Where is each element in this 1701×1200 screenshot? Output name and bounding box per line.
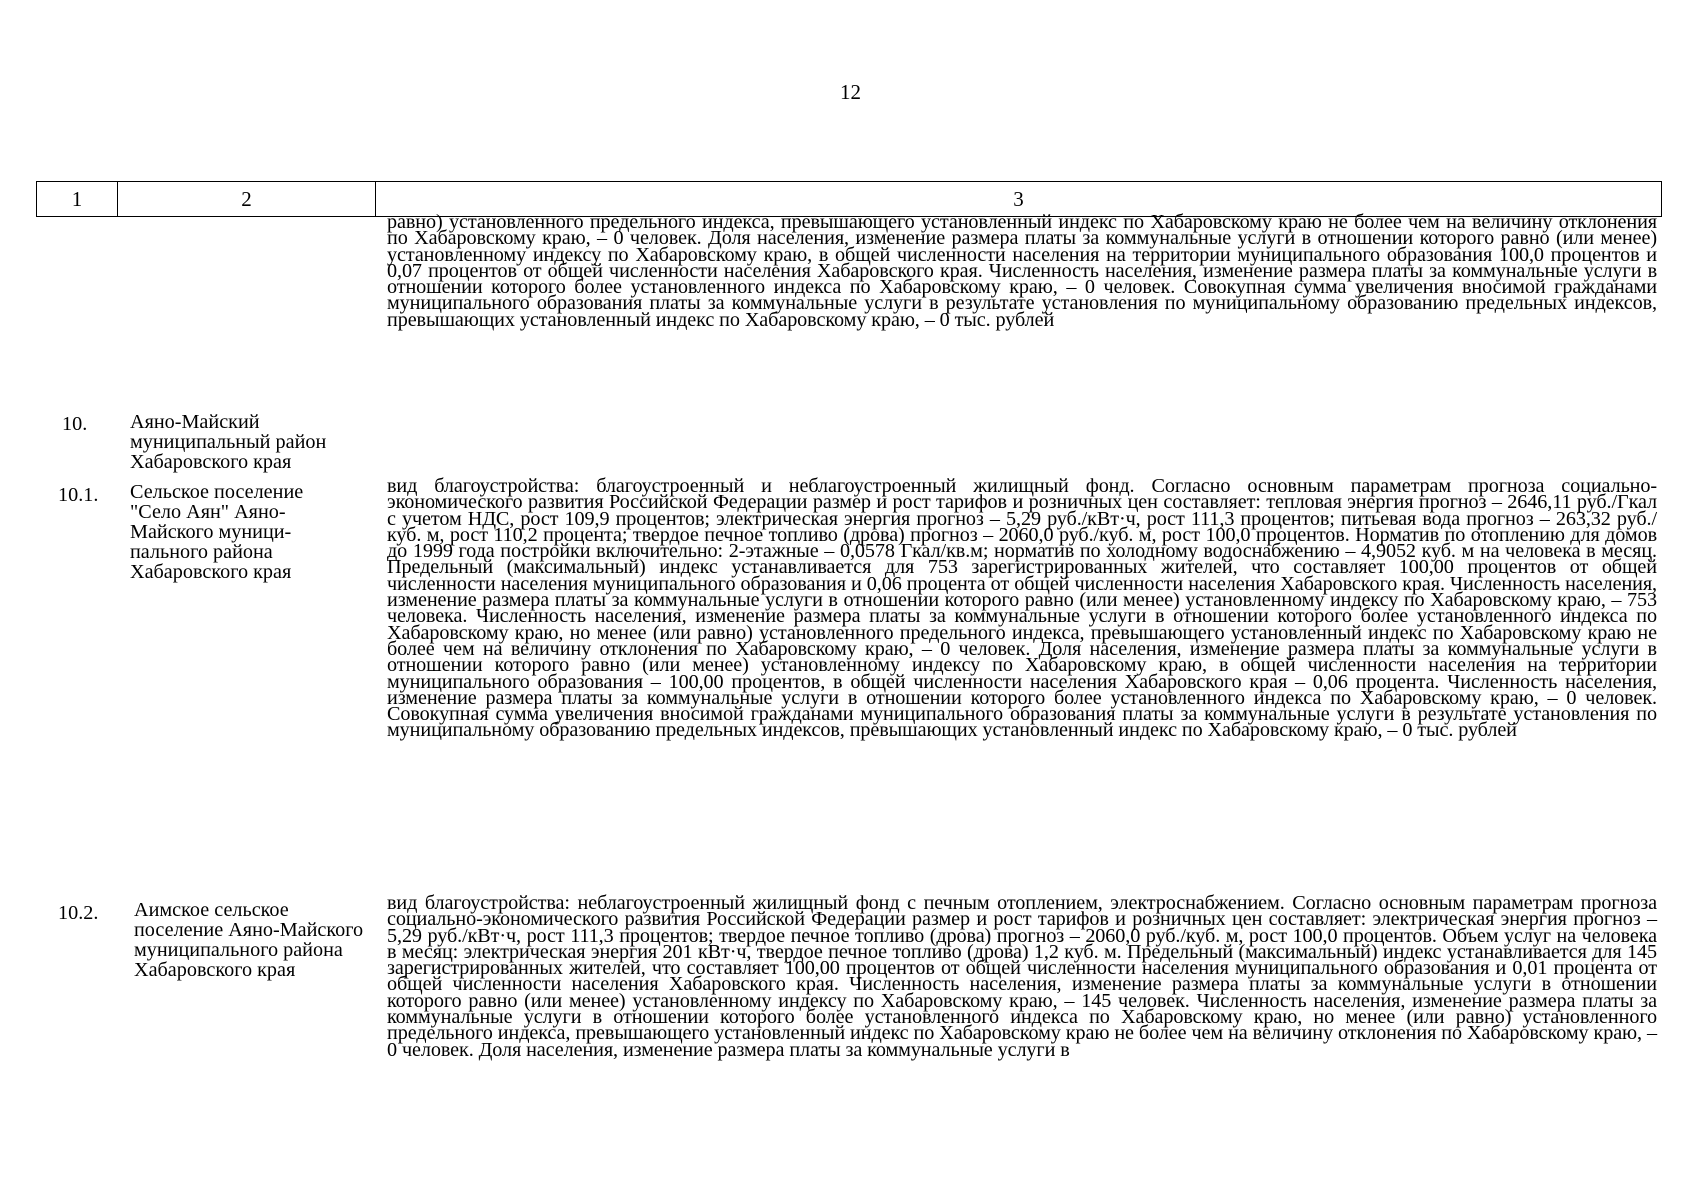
row-name: Аимское сельское поселение Аяно-Майского муниципального района Хабаровского края	[134, 899, 364, 981]
row-description: вид благоустройства: неблагоустроенный жилищный фонд с печным отоплением, электроснабжением. Согласно основным параметрам прогноза социально-экономического развития Российской Федерации размер и рост тарифов и розничных цен составляет: электрическая энергия прогноз – 5,29 руб./кВт·ч, рост 111,3 процентов; твердое печное топливо (дрова) прогноз – 2060,0 руб./куб. м, рост 100,0 процентов. Объем услуг на человека в месяц: электрическая энергия 201 кВт·ч, твердое печное топливо (дрова) 1,2 куб. м. Предельный (максимальный) индекс устанавливается для 145 зарегистрированных жителей, что составляет 100,00 процентов от общей численности населения муниципального образования и 0,01 процента от общей численности населения Хабаровского края. Численность населения, изменение размера платы за коммунальные услуги в отношении которого равно (или менее) установленному индексу по Хабаровскому краю, – 145 человек. Численность населения, изменение размера платы за коммунальные услуги в отношении которого более установленного индекса по Хабаровскому краю, но менее (или равно) установленного предельного индекса, превышающего установленный индекс по Хабаровскому краю не более чем на величину отклонения по Хабаровскому краю, – 0 человек. Доля населения, изменение размера платы за коммунальные услуги в	[387, 892, 1657, 1061]
row-number: 10.	[62, 413, 88, 435]
row-name: Аяно-Майский муниципальный район Хабаровского края	[130, 411, 327, 473]
column-header-1: 1	[37, 182, 118, 217]
continuation-text: равно) установленного предельного индекса, превышающего установленный индекс по Хабаровскому краю не более чем на величину отклонения по Хабаровскому краю, – 0 человек. Доля населения, изменение размера платы за коммунальные услуги в отношении которого равно (или менее) установленному индексу по Хабаровскому краю, в общей численности населения на территории муниципального образования 100,0 процентов и 0,07 процентов от общей численности населения Хабаровского края. Численность населения, изменение размера платы за коммунальные услуги в отношении которого более установленного индекса по Хабаровскому краю, – 0 человек. Совокупная сумма увеличения вносимой гражданами муниципального образования платы за коммунальные услуги в результате установления по муниципальному образованию предельных индексов, превышающих установленный индекс по Хабаровскому краю, – 0 тыс. рублей	[387, 211, 1657, 331]
column-header-3: 3	[376, 182, 1662, 217]
row-name: Сельское поселение "Село Аян" Аяно-Майского муници-пального района Хабаровского края	[130, 481, 304, 583]
column-header-2: 2	[118, 182, 376, 217]
row-number: 10.2.	[58, 902, 99, 924]
page-number: 12	[840, 80, 861, 104]
row-description: вид благоустройства: благоустроенный и неблагоустроенный жилищный фонд. Согласно основным параметрам прогноза социально-экономического развития Российской Федерации размер и рост тарифов и розничных цен составляет: тепловая энергия прогноз – 2646,11 руб./Гкал с учетом НДС, рост 109,9 процентов; электрическая энергия прогноз – 5,29 руб./кВт·ч, рост 111,3 процентов; питьевая вода прогноз – 263,32 руб./куб. м, рост 110,2 процента; твердое печное топливо (дрова) прогноз – 2060,0 руб./куб. м, рост 100,0 процентов. Норматив по отоплению для домов до 1999 года постройки включительно: 2-этажные – 0,0578 Гкал/кв.м; норматив по холодному водоснабжению – 4,9052 куб. м на человека в месяц. Предельный (максимальный) индекс устанавливается для 753 зарегистрированных жителей, что составляет 100,00 процентов от общей численности населения муниципального образования и 0,06 процента от общей численности населения Хабаровского края. Численность населения, изменение размера платы за коммунальные услуги в отношении которого равно (или менее) установленному индексу по Хабаровскому краю, – 753 человека. Численность населения, изменение размера платы за коммунальные услуги в отношении которого более установленного индекса по Хабаровскому краю, но менее (или равно) установленного предельного индекса, превышающего установленный индекс по Хабаровскому краю не более чем на величину отклонения по Хабаровскому краю, – 0 человек. Доля населения, изменение размера платы за коммунальные услуги в отношении которого равно (или менее) установленному индексу по Хабаровскому краю, в общей численности населения на территории муниципального образования – 100,00 процентов, в общей численности населения Хабаровского края – 0,06 процента. Численность населения, изменение размера платы за коммунальные услуги в отношении которого более установленного индекса по Хабаровскому краю, – 0 человек. Совокупная сумма увеличения вносимой гражданами муниципального образования платы за коммунальные услуги в результате установления по муниципальному образованию предельных индексов, превышающих установленный индекс по Хабаровскому краю, – 0 тыс. рублей	[387, 475, 1657, 742]
row-number: 10.1.	[58, 484, 99, 506]
